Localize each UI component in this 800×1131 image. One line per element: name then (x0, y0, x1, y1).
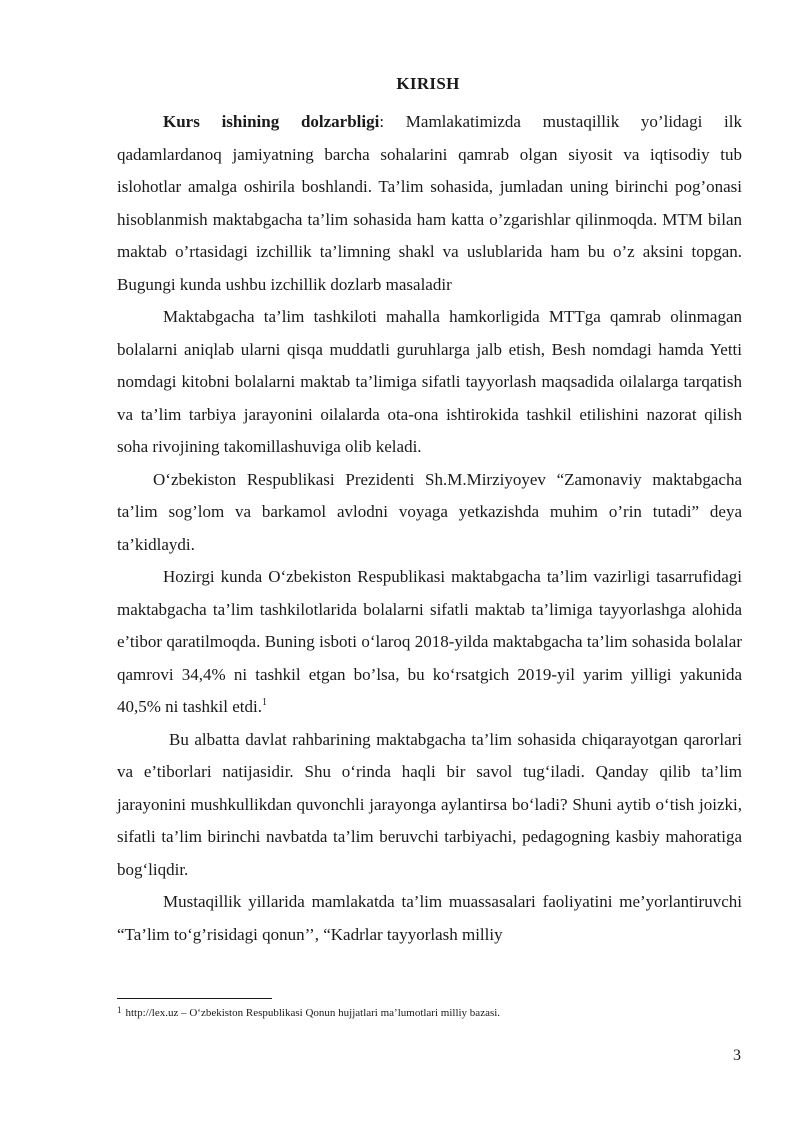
paragraph-preschool-organization (117, 301, 742, 464)
body-text (117, 106, 742, 951)
page-number: 3 (733, 1047, 741, 1064)
paragraph-independence-years (117, 886, 742, 951)
paragraph-text: Maktabgacha ta’lim tashkiloti mahalla hamkorligida MTTga qamrab olinmagan bolalarni aniqlab ularni qisqa muddatli guruhlarga jalb etish, Besh nomdagi hamda Yetti nomdagi kitobni bolalarni maktab ta’limiga sifatli tayyorlash maqsadida oilalarga tarqatish va ta’lim tarbiya jarayonini oilalarda ota-ona ishtirokida tashkil etilishini nazorat qilish soha rivojining takomillashuviga olib keladi. (117, 307, 742, 456)
footnote (117, 1006, 742, 1020)
paragraph-quality-education (117, 724, 742, 887)
paragraph-lead-bold: Kurs ishining dolzarbligi (163, 112, 380, 131)
paragraph-text: : Mamlakatimizda mustaqillik yo’lidagi ilk qadamlardanoq jamiyatning barcha sohalarini qamrab olgan siyosit va iqtisodiy tub islohotlar amalga oshirila boshlandi. Ta’lim sohasida, jumladan uning birinchi pog’onasi hisoblanmish maktabgacha ta’lim sohasida ham katta o’zgarishlar qilinmoqda. MTM bilan maktab o’rtasidagi izchillik ta’limning shakl va uslublarida ham bu o’z aksini topgan. Bugungi kunda ushbu izchillik dozlarb masaladir (117, 112, 742, 294)
paragraph-coverage-statistics (117, 561, 742, 724)
footnote-text[interactable]: http://lex.uz – O‘zbekiston Respublikasi Qonun hujjatlari ma’lumotlari milliy bazasi. (125, 1007, 501, 1019)
footnote-reference[interactable]: 1 (261, 697, 267, 708)
paragraph-text: Bu albatta davlat rahbarining maktabgacha ta’lim sohasida chiqarayotgan qarorlari va e’tiborlari natijasidir. Shu o‘rinda haqli bir savol tug‘iladi. Qanday qilib ta’lim jarayonini mushkullikdan quvonchli jarayonga aylantirsa bo‘ladi? Shuni aytib o‘tish joizki, sifatli ta’lim birinchi navbatda ta’lim beruvchi tarbiyachi, pedagogning kasbiy mahoratiga bog‘liqdir. (117, 729, 742, 879)
page-title: KIRISH (396, 74, 460, 93)
paragraph-president-quote (117, 464, 742, 562)
footnote-marker: 1 (117, 1005, 122, 1015)
paragraph-text: Mustaqillik yillarida mamlakatda ta’lim muassasalari faoliyatini me’yorlantiruvchi “Ta’lim to‘g’risidagi qonun’’, “Kadrlar tayyorlash milliy (117, 892, 742, 944)
footnote-separator (117, 998, 272, 999)
paragraph-text: Hozirgi kunda O‘zbekiston Respublikasi maktabgacha ta’lim vazirligi tasarrufidagi maktabgacha ta’lim tashkilotlarida bolalarni sifatli maktab ta’limiga tayyorlashga alohida e’tibor qaratilmoqda. Buning isboti o‘laroq 2018-yilda maktabgacha ta’lim sohasida bolalar qamrovi 34,4% ni tashkil etgan bo’lsa, bu ko‘rsatgich 2019-yil yarim yilligi yakunida 40,5% ni tashkil etdi. (117, 567, 742, 716)
paragraph-text: O‘zbekiston Respublikasi Prezidenti Sh.M.Mirziyoyev “Zamonaviy maktabgacha ta’lim sog’lom va barkamol avlodni voyaga yetkazishda muhim o’rin tutadi” deya ta’kidlaydi. (117, 469, 742, 554)
paragraph-relevance (117, 106, 742, 301)
